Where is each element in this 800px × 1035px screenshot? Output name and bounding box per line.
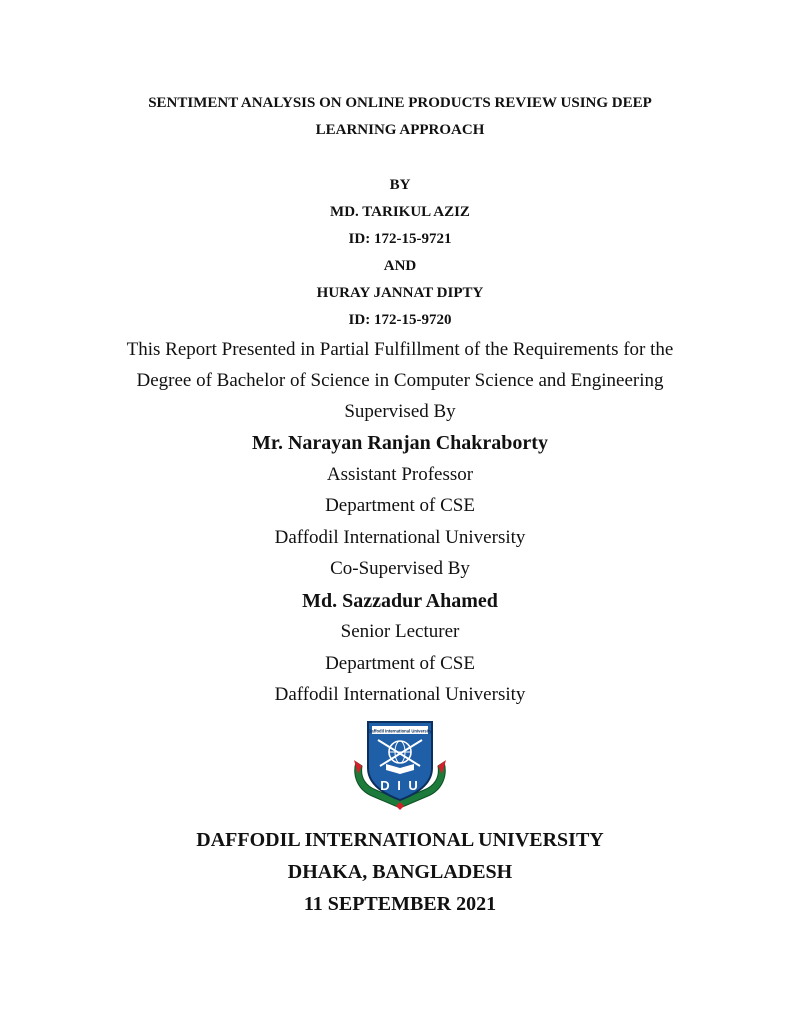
statement-line-2: Degree of Bachelor of Science in Computer Science and Engineering: [136, 370, 664, 391]
logo-letters: D I U: [380, 778, 420, 793]
supervisor-institution: Daffodil International University: [274, 527, 526, 548]
supervisor-name: Mr. Narayan Ranjan Chakraborty: [252, 432, 548, 454]
footer-location: DHAKA, BANGLADESH: [287, 861, 513, 883]
thesis-title-line-2: LEARNING APPROACH: [315, 122, 485, 138]
supervisor-designation: Assistant Professor: [326, 464, 474, 485]
footer-date: 11 SEPTEMBER 2021: [303, 893, 497, 915]
footer-university: DAFFODIL INTERNATIONAL UNIVERSITY: [196, 829, 604, 851]
supervisor-department: Department of CSE: [325, 495, 475, 516]
diu-logo-icon: [350, 716, 450, 812]
by-label: BY: [389, 177, 411, 193]
co-supervisor-institution: Daffodil International University: [274, 684, 526, 705]
logo-banner-text: Daffodil International University: [368, 728, 432, 734]
co-supervisor-department: Department of CSE: [325, 653, 475, 674]
co-supervised-by-label: Co-Supervised By: [330, 558, 470, 579]
author-2-id: ID: 172-15-9720: [348, 312, 452, 328]
and-label: AND: [383, 258, 417, 274]
thesis-title-line-1: SENTIMENT ANALYSIS ON ONLINE PRODUCTS REVIEW USING DEEP: [148, 95, 652, 111]
co-supervisor-name: Md. Sazzadur Ahamed: [302, 590, 498, 612]
author-1-name: MD. TARIKUL AZIZ: [330, 204, 470, 220]
statement-line-1: This Report Presented in Partial Fulfillment of the Requirements for the: [126, 339, 674, 360]
co-supervisor-designation: Senior Lecturer: [340, 621, 460, 642]
author-2-name: HURAY JANNAT DIPTY: [316, 285, 484, 301]
supervised-by-label: Supervised By: [344, 401, 456, 422]
author-1-id: ID: 172-15-9721: [348, 231, 452, 247]
